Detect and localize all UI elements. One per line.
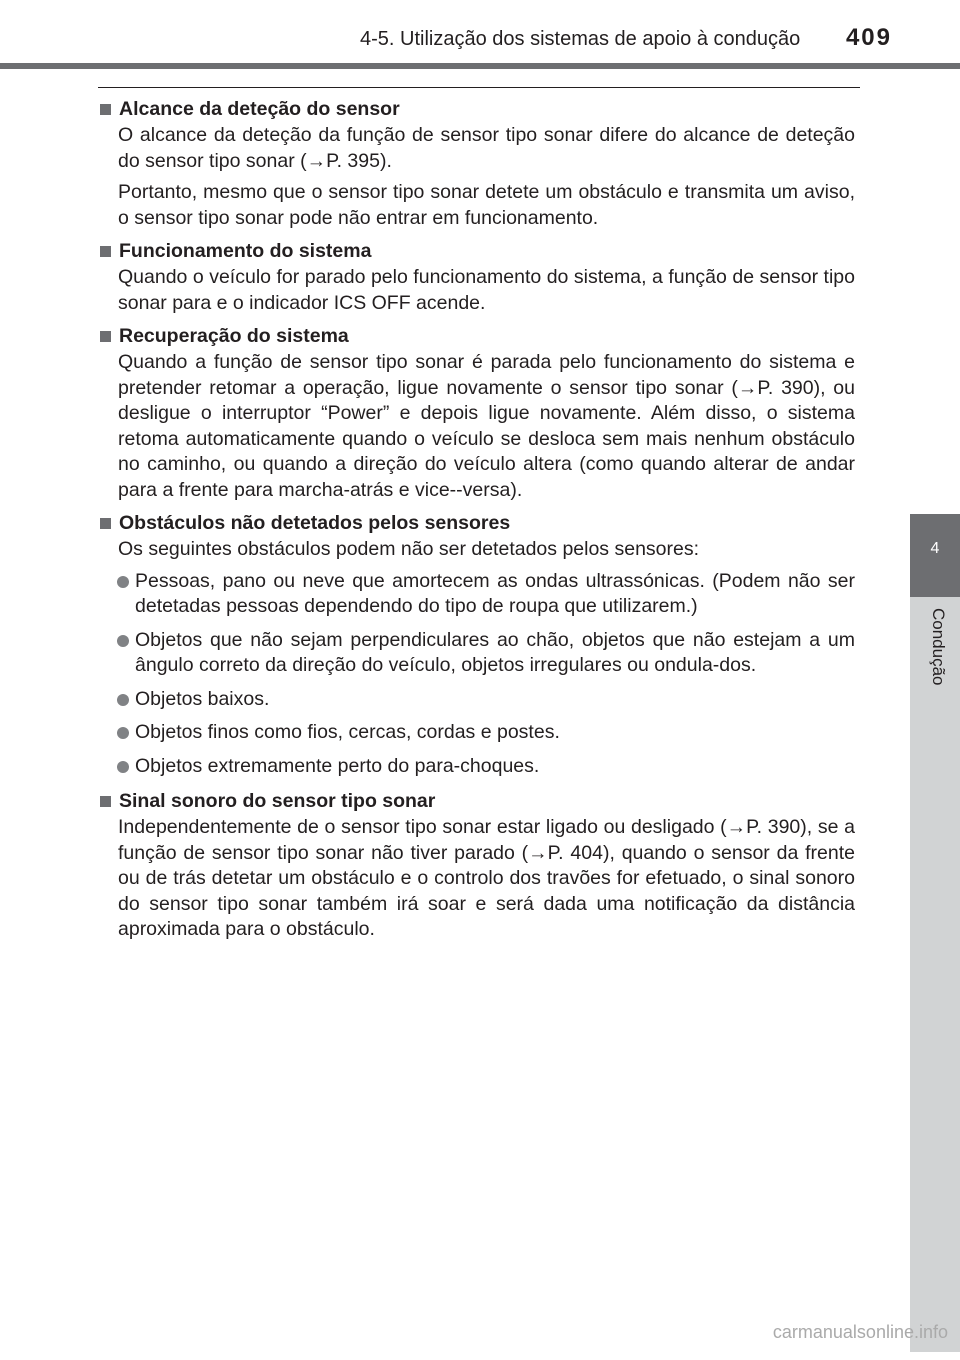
page-content [98, 95, 855, 949]
square-bullet-icon [100, 518, 111, 529]
chapter-tab-number: 4 [930, 540, 940, 557]
circle-bullet-icon [117, 576, 129, 588]
paragraph: Quando o veículo for parado pelo funcionamento do sistema, a função de sensor tipo sonar para e o indicador ICS OFF acende. [118, 266, 855, 314]
section-heading-text: Recuperação do sistema [119, 325, 349, 347]
circle-bullet-icon [117, 694, 129, 706]
list-item-text: Pessoas, pano ou neve que amortecem as ondas ultrassónicas. (Podem não ser detetadas pessoas dependendo do tipo de roupa que utilizarem.) [135, 569, 855, 617]
section-heading-text: Sinal sonoro do sensor tipo sonar [119, 790, 436, 812]
square-bullet-icon [100, 246, 111, 257]
circle-bullet-icon [117, 635, 129, 647]
list-item-text: Objetos finos como fios, cercas, cordas e postes. [135, 721, 560, 743]
paragraph: Quando a função de sensor tipo sonar é parada pelo funcionamento do sistema e pretender retomar a operação, ligue novamente o sensor tipo sonar (→P. 390), ou desligue o interruptor “Power” e depois ligue novamente. Além disso, o sistema retoma automaticamente quando o veículo se desloca sem mais nenhum obstáculo no caminho, ou quando a direção do veículo altera (como quando alterar de andar para a frente para marcha-atrás e vice--versa). [118, 351, 855, 501]
list-item-text: Objetos extremamente perto do para-choques. [135, 754, 540, 777]
paragraph: Portanto, mesmo que o sensor tipo sonar detete um obstáculo e transmita um aviso, o sensor tipo sonar pode não entrar em funcionamento. [118, 181, 855, 229]
circle-bullet-icon [117, 761, 129, 773]
paragraph: O alcance da deteção da função de sensor tipo sonar difere do alcance de deteção do sensor tipo sonar (→P. 395). [118, 124, 855, 172]
square-bullet-icon [100, 104, 111, 115]
section-divider [98, 87, 860, 88]
section-heading [98, 95, 855, 123]
section-heading-text: Funcionamento do sistema [119, 240, 372, 262]
page-number: 409 [845, 24, 892, 51]
header-bar [0, 63, 960, 69]
section-heading [98, 509, 855, 537]
list-item [135, 754, 855, 780]
section-heading [98, 237, 855, 265]
watermark: carmanualsonline.info [772, 1322, 948, 1342]
list-item [135, 628, 855, 679]
paragraph: Independentemente de o sensor tipo sonar estar ligado ou desligado (→P. 390), se a função de sensor tipo sonar não tiver parado (→P. 404), quando o sensor da frente ou de trás detetar um obstáculo e o controlo dos travões for efetuado, o sinal sonoro do sensor tipo sonar também irá soar e será dada uma notificação da distância aproximada para o obstáculo. [118, 816, 855, 940]
list-item [135, 687, 855, 713]
section-heading [98, 322, 855, 350]
chapter-tab-label: Condução [929, 608, 948, 686]
section-sonar-buzzer [98, 787, 855, 943]
chapter-strip [910, 597, 960, 1352]
paragraph: Os seguintes obstáculos podem não ser detetados pelos sensores: [118, 538, 700, 560]
list-item-text: Objetos que não sejam perpendiculares ao chão, objetos que não estejam a um ângulo correto da direção do veículo, objetos irregulares ou ondula-dos. [135, 628, 855, 676]
circle-bullet-icon [117, 727, 129, 739]
section-heading-text: Obstáculos não detetados pelos sensores [119, 512, 511, 534]
square-bullet-icon [100, 331, 111, 342]
list-item [135, 569, 855, 620]
section-undetected-obstacles [98, 509, 855, 779]
square-bullet-icon [100, 796, 111, 807]
running-header-title: 4-5. Utilização dos sistemas de apoio à condução [360, 28, 801, 50]
list-item [135, 720, 855, 746]
section-sensor-range [98, 95, 855, 231]
list-item-text: Objetos baixos. [135, 687, 270, 710]
section-heading-text: Alcance da deteção do sensor [119, 98, 400, 120]
section-system-operation [98, 237, 855, 316]
section-system-recovery [98, 322, 855, 503]
section-heading [98, 787, 855, 815]
